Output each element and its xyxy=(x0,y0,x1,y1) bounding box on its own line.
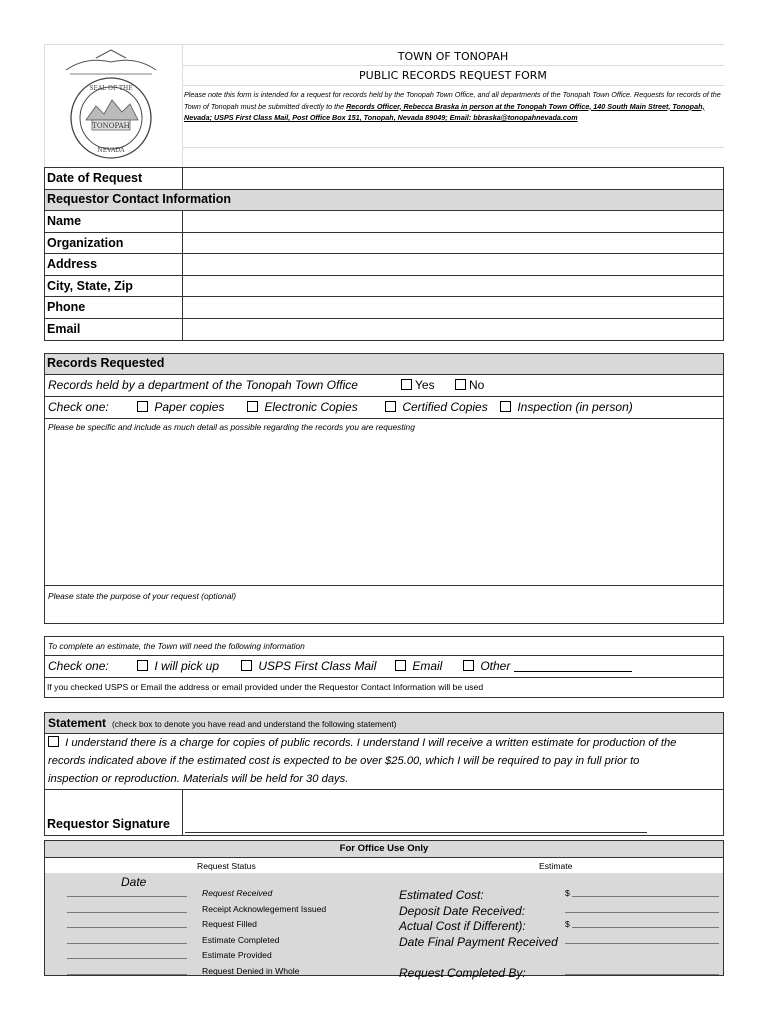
inspection-option[interactable] xyxy=(500,400,633,414)
office-estimate-item: Request Completed By: xyxy=(399,966,526,980)
records-section-title: Records Requested xyxy=(47,356,165,370)
electronic-copies-checkbox[interactable] xyxy=(247,401,258,412)
contact-row-address xyxy=(44,254,724,276)
office-date-line[interactable] xyxy=(67,958,187,959)
contact-input-address[interactable] xyxy=(183,254,723,273)
office-status-item: Receipt Acknowlegement Issued xyxy=(202,904,327,914)
yes-label: Yes xyxy=(415,378,435,392)
date-of-request-input[interactable] xyxy=(183,168,723,188)
estimate-note-row xyxy=(44,678,724,698)
statement-title: Statement xyxy=(48,716,107,730)
records-detail-prompt: Please be specific and include as much detail as possible regarding the records you are requesting xyxy=(48,422,415,432)
contact-input-phone[interactable] xyxy=(183,297,723,316)
statement-checkbox[interactable] xyxy=(48,736,59,747)
signature-input[interactable] xyxy=(185,832,647,833)
office-estimate-line[interactable] xyxy=(572,927,719,928)
seal-text-bottom: NEVADA xyxy=(97,147,125,154)
copy-type-row xyxy=(44,397,724,419)
other-checkbox[interactable] xyxy=(463,660,474,671)
estimate-intro: To complete an estimate, the Town will need the following information xyxy=(48,641,305,651)
office-estimate-line[interactable] xyxy=(565,974,719,975)
contact-section-title: Requestor Contact Information xyxy=(47,192,232,206)
status-header: Request Status xyxy=(197,861,256,871)
statement-line-3: inspection or reproduction. Materials will be held for 30 days. xyxy=(48,773,349,785)
yes-checkbox[interactable] xyxy=(401,379,412,390)
office-date-line[interactable] xyxy=(67,912,187,913)
date-header: Date xyxy=(121,875,147,889)
other-input[interactable] xyxy=(514,671,632,672)
town-seal-logo xyxy=(56,48,166,163)
usps-option[interactable] xyxy=(241,659,376,673)
contact-row-city-state-zip xyxy=(44,276,724,298)
form-title: PUBLIC RECORDS REQUEST FORM xyxy=(359,69,547,82)
purpose-prompt: Please state the purpose of your request (optional) xyxy=(48,591,237,601)
contact-input-email[interactable] xyxy=(183,319,723,338)
paper-copies-label: Paper copies xyxy=(154,400,225,414)
office-status-item: Request Denied in Whole xyxy=(202,966,300,976)
office-dollar-sign: $ xyxy=(565,888,570,898)
seal-text-top: SEAL OF THE xyxy=(89,85,133,92)
statement-hint: (check box to denote you have read and understand the following statement) xyxy=(112,719,397,729)
office-column-headers xyxy=(45,858,723,874)
contact-input-organization[interactable] xyxy=(183,233,723,252)
office-date-line[interactable] xyxy=(67,943,187,944)
no-option[interactable] xyxy=(455,378,484,392)
dept-question: Records held by a department of the Tonopah Town Office xyxy=(48,378,358,392)
estimate-note: If you checked USPS or Email the address or email provided under the Requestor Contact Information will be used xyxy=(47,682,484,692)
contact-section-header xyxy=(44,190,724,211)
office-date-line[interactable] xyxy=(67,896,187,897)
contact-label-city-state-zip: City, State, Zip xyxy=(47,278,133,293)
contact-input-name[interactable] xyxy=(183,211,723,230)
estimate-section xyxy=(44,636,724,698)
office-use-section xyxy=(44,840,724,980)
contact-input-city-state-zip[interactable] xyxy=(183,276,723,295)
seal-text-mid: TONOPAH xyxy=(92,122,130,130)
electronic-copies-option[interactable] xyxy=(247,400,358,414)
header-note-contact: Records Officer, Rebecca Braska in person at the Tonopah Town Office, 140 South Main Street, Tonopah, Nevada; USPS First Class Mail, Post Office Box 151, Tonopah, Nevada 89049; Email: bbraska@tonopahnevada.com xyxy=(184,101,705,123)
signature-row xyxy=(44,790,724,836)
records-section xyxy=(44,353,724,624)
usps-label: USPS First Class Mail xyxy=(258,659,377,673)
contact-label-address: Address xyxy=(47,257,98,272)
contact-label-name: Name xyxy=(47,214,82,228)
signature-label: Requestor Signature xyxy=(47,817,170,831)
contact-label-email: Email xyxy=(47,321,81,336)
header-note-plain: Please note this form is intended for a request for records held by the Tonopah Town Office, and all departments of the Tonopah Town Office. Requests for records of the Town of Tonopah must be submitted directly to the xyxy=(184,90,721,111)
email-checkbox[interactable] xyxy=(395,660,406,671)
contact-row-phone xyxy=(44,297,724,319)
statement-header xyxy=(44,712,724,734)
email-label: Email xyxy=(412,659,443,673)
paper-copies-checkbox[interactable] xyxy=(137,401,148,412)
estimate-intro-row xyxy=(44,636,724,656)
pickup-label: I will pick up xyxy=(154,659,220,673)
office-use-title: For Office Use Only xyxy=(45,841,723,858)
estimate-header: Estimate xyxy=(539,861,573,871)
certified-copies-label: Certified Copies xyxy=(402,400,488,414)
office-body xyxy=(45,873,723,980)
inspection-label: Inspection (in person) xyxy=(517,400,633,414)
statement-line-2: records indicated above if the estimated cost is expected to be over $25.00, which I will be required to pay in full prior to xyxy=(48,755,640,767)
office-status-item: Request Filled xyxy=(202,919,257,929)
town-title: TOWN OF TONOPAH xyxy=(397,50,509,63)
office-date-line[interactable] xyxy=(67,974,187,975)
office-status-item: Estimate Completed xyxy=(202,935,280,945)
office-dollar-sign: $ xyxy=(565,919,570,929)
no-checkbox[interactable] xyxy=(455,379,466,390)
date-of-request-row xyxy=(44,167,724,190)
contact-section xyxy=(44,167,724,341)
other-label: Other xyxy=(480,659,511,673)
no-label: No xyxy=(469,378,485,392)
office-status-item: Estimate Provided xyxy=(202,950,272,960)
delivery-check-one: Check one: xyxy=(48,659,109,673)
office-status-item: Request Received xyxy=(202,888,273,898)
other-option[interactable] xyxy=(463,659,510,673)
inspection-checkbox[interactable] xyxy=(500,401,511,412)
usps-checkbox[interactable] xyxy=(241,660,252,671)
records-detail-area[interactable] xyxy=(44,419,724,586)
office-date-line[interactable] xyxy=(67,927,187,928)
delivery-method-row xyxy=(44,656,724,678)
pickup-option[interactable] xyxy=(137,659,219,673)
office-estimate-item: Estimated Cost: xyxy=(399,888,484,902)
email-option[interactable] xyxy=(395,659,442,673)
office-estimate-line[interactable] xyxy=(565,943,719,944)
office-estimate-line[interactable] xyxy=(565,912,719,913)
paper-copies-option[interactable] xyxy=(137,400,224,414)
office-estimate-item: Date Final Payment Received xyxy=(399,935,558,949)
contact-row-name xyxy=(44,211,724,233)
contact-row-email xyxy=(44,319,724,341)
copy-type-check-one: Check one: xyxy=(48,400,109,414)
statement-line-1: I understand there is a charge for copies of public records. I understand I will receive a written estimate for production of the xyxy=(65,737,677,749)
statement-text xyxy=(44,734,724,790)
office-estimate-item: Deposit Date Received: xyxy=(399,904,526,918)
contact-row-organization xyxy=(44,233,724,255)
statement-section xyxy=(44,712,724,836)
purpose-area[interactable] xyxy=(44,586,724,624)
dept-question-row xyxy=(44,375,724,397)
header-note xyxy=(184,89,722,124)
pickup-checkbox[interactable] xyxy=(137,660,148,671)
records-section-header xyxy=(44,353,724,375)
office-estimate-item: Actual Cost if Different): xyxy=(399,919,526,933)
certified-copies-checkbox[interactable] xyxy=(385,401,396,412)
yes-option[interactable] xyxy=(401,378,435,392)
contact-label-phone: Phone xyxy=(47,300,86,315)
date-of-request-label: Date of Request xyxy=(47,171,143,185)
contact-label-organization: Organization xyxy=(47,235,124,250)
office-estimate-line[interactable] xyxy=(572,896,719,897)
certified-copies-option[interactable] xyxy=(385,400,488,414)
electronic-copies-label: Electronic Copies xyxy=(264,400,358,414)
